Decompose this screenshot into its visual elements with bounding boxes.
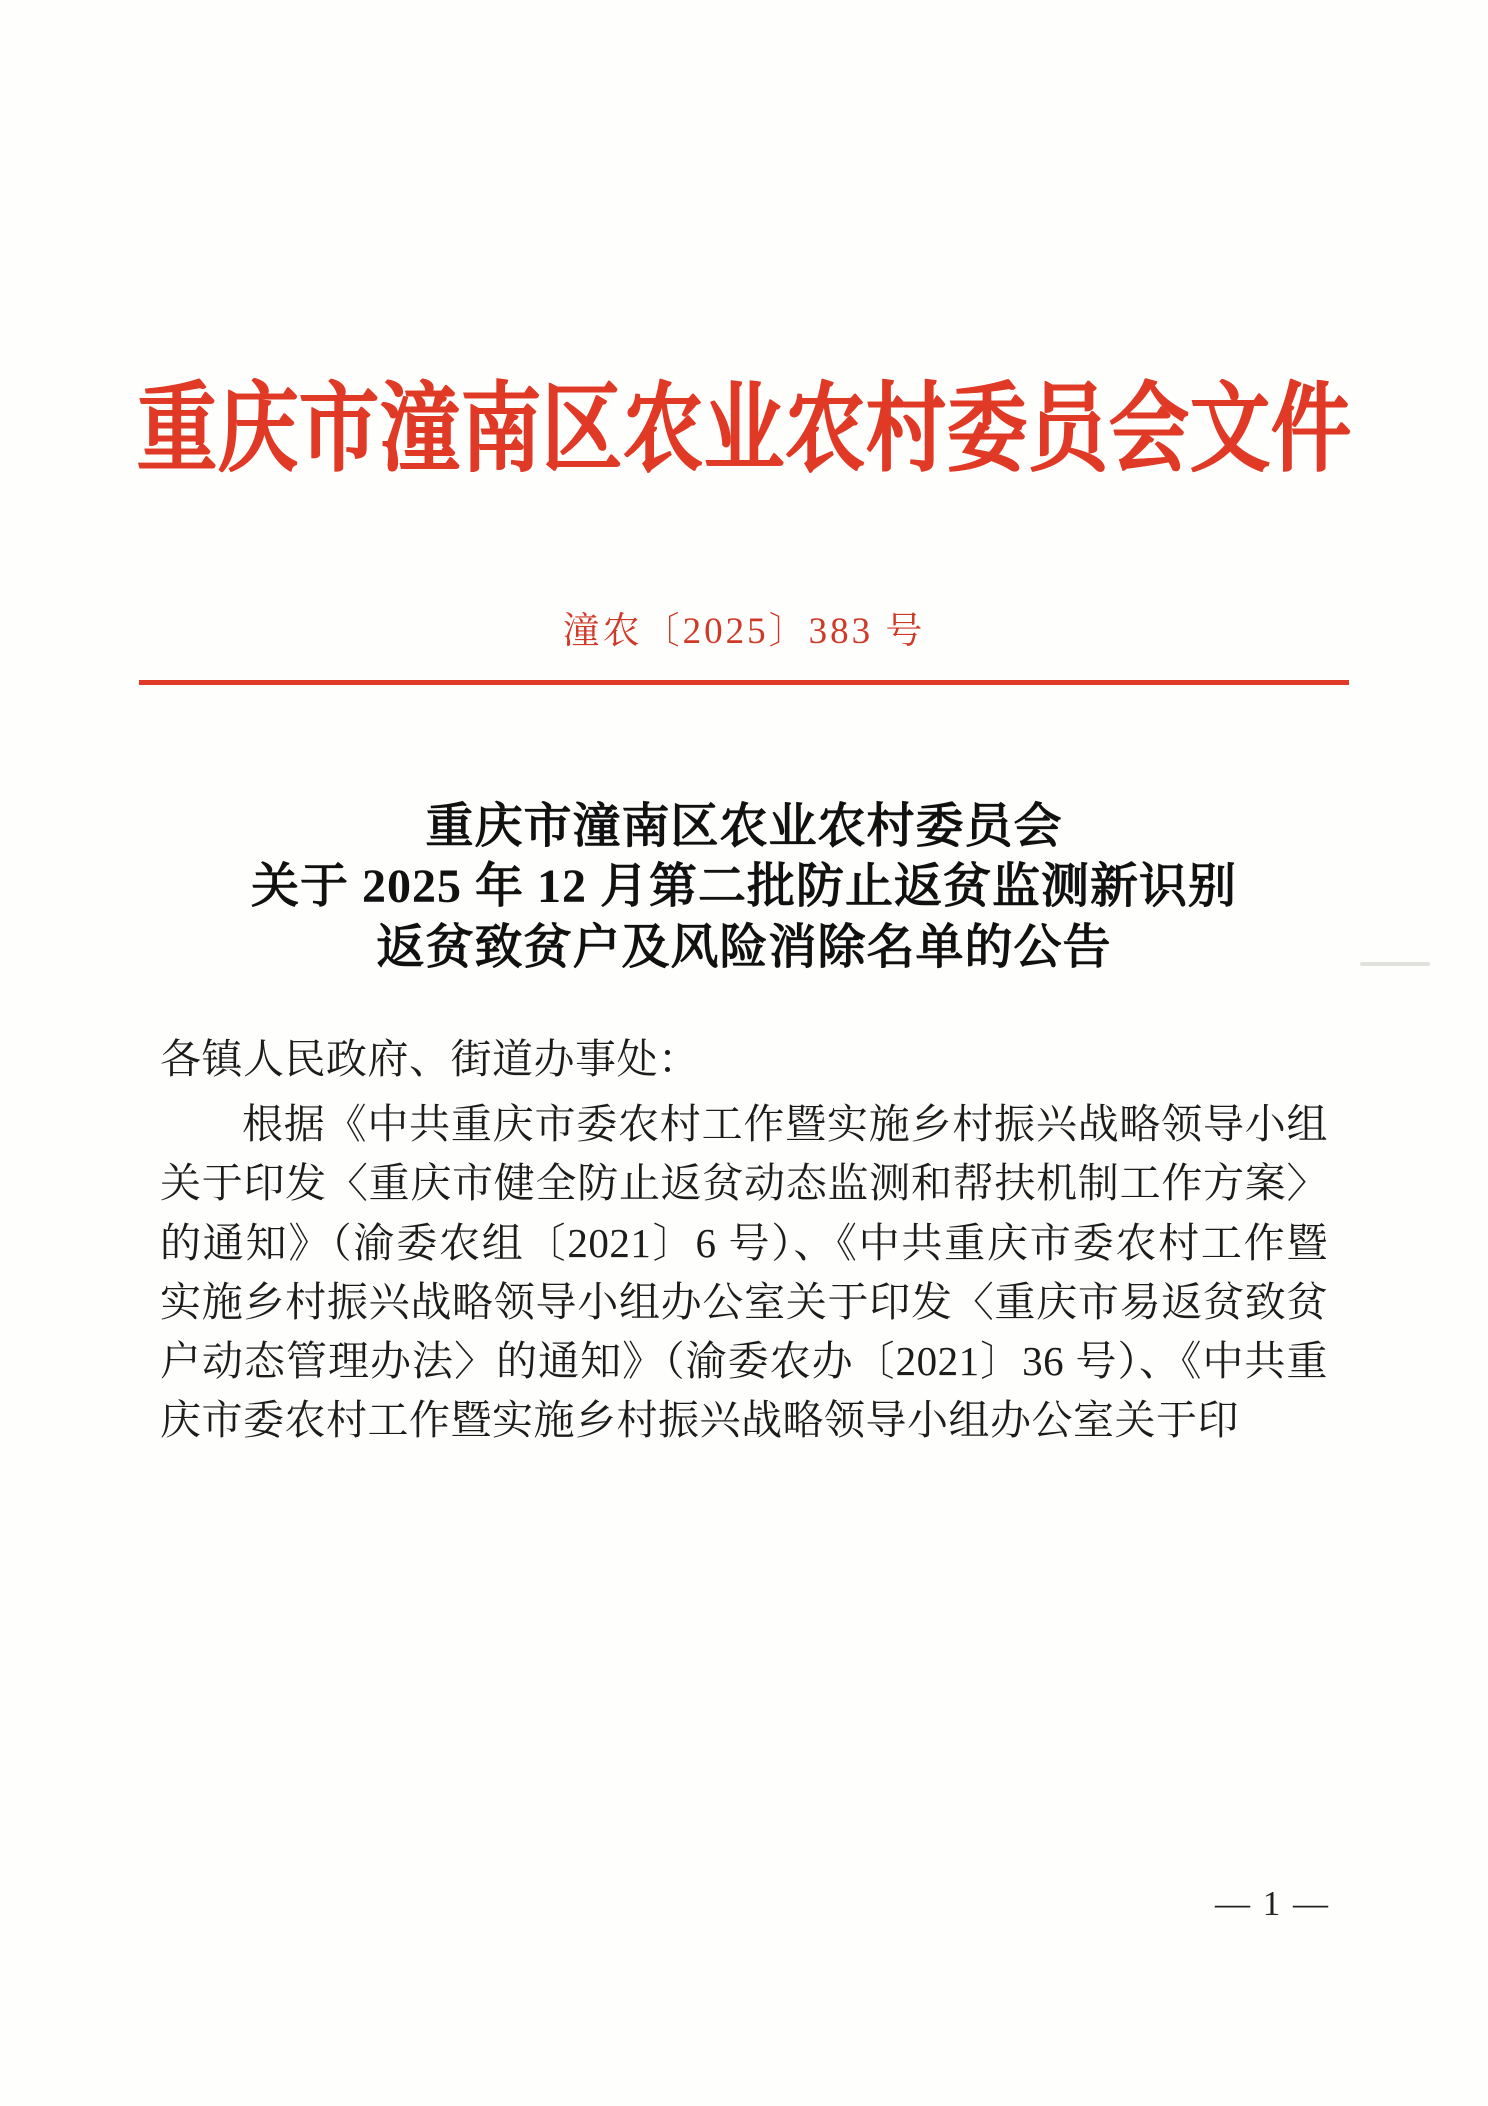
letterhead-title: 重庆市潼南区农业农村委员会文件: [136, 377, 1352, 485]
document-title-line: 返贫致贫户及风险消除名单的公告: [376, 920, 1112, 974]
document-title-line: 重庆市潼南区农业农村委员会: [425, 800, 1063, 853]
page-number: — 1 —: [1215, 1884, 1330, 1923]
document-title: [0, 797, 1488, 978]
scan-artifact: [1360, 962, 1430, 966]
body-paragraph: 根据《中共重庆市委农村工作暨实施乡村振兴战略领导小组关于印发〈重庆市健全防止返贫动态监测和帮扶机制工作方案〉的通知》（渝委农组〔2021〕6 号）、《中共重庆市委农村工作暨实施乡村振兴战略领导小组办公室关于印发〈重庆市易返贫致贫户动态管理办法〉的通知》（渝委农办〔2021〕36 号）、《中共重庆市委农村工作暨实施乡村振兴战略领导小组办公室关于印: [160, 1101, 1328, 1443]
document-body: [160, 1030, 1328, 1449]
document-title-line: 关于 2025 年 12 月第二批防止返贫监测新识别: [250, 860, 1237, 914]
letterhead: [0, 0, 1488, 485]
doc-number: 潼农〔2025〕383 号: [562, 611, 926, 652]
red-divider: [139, 680, 1349, 685]
salutation: 各镇人民政府、街道办事处：: [160, 1036, 700, 1083]
